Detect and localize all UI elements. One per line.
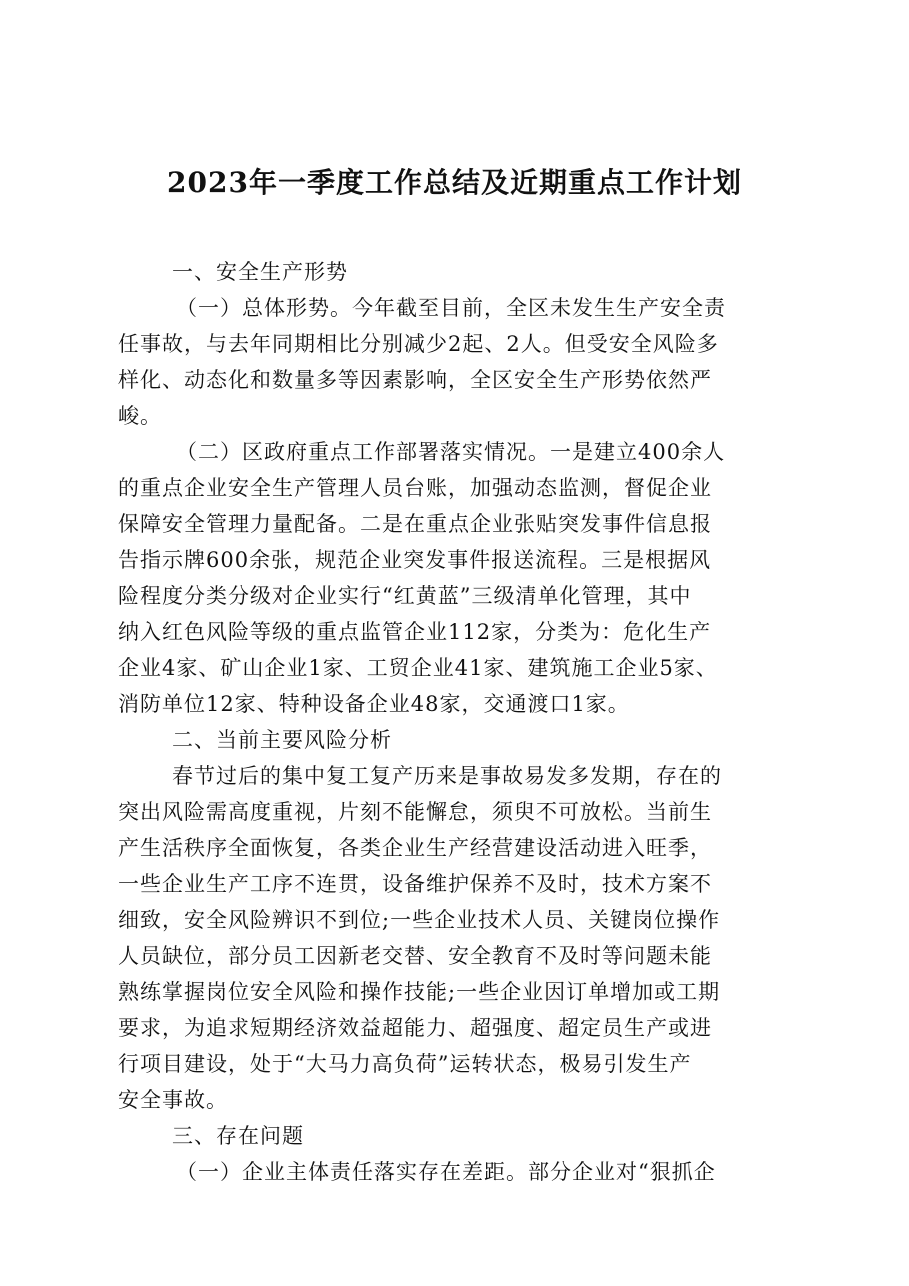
document-body	[118, 254, 808, 1190]
paragraph-line: 春节过后的集中复工复产历来是事故易发多发期，存在的	[172, 764, 722, 788]
paragraph-line: 要求，为追求短期经济效益超能力、超强度、超定员生产或进	[118, 1016, 712, 1040]
paragraph-line: 消防单位12家、特种设备企业48家，交通渡口1家。	[118, 692, 630, 716]
paragraph-line: （一）总体形势。今年截至目前，全区未发生生产安全责	[176, 296, 726, 320]
section-heading-1: 一、安全生产形势	[172, 260, 348, 284]
paragraph-line: 企业4家、矿山企业1家、工贸企业41家、建筑施工企业5家、	[118, 656, 718, 680]
paragraph-line: 安全事故。	[118, 1088, 228, 1112]
paragraph-line: 峻。	[118, 404, 162, 428]
paragraph-line: 行项目建设，处于“大马力高负荷”运转状态，极易引发生产	[118, 1052, 692, 1076]
paragraph-line: 任事故，与去年同期相比分别减少2起、2人。但受安全风险多	[118, 332, 719, 356]
paragraph-line: 人员缺位，部分员工因新老交替、安全教育不及时等问题未能	[118, 944, 712, 968]
paragraph-line: 突出风险需高度重视，片刻不能懈怠，须臾不可放松。当前生	[118, 800, 712, 824]
paragraph-line: 一些企业生产工序不连贯，设备维护保养不及时，技术方案不	[118, 872, 712, 896]
paragraph-line: （一）企业主体责任落实存在差距。部分企业对“狠抓企	[176, 1160, 716, 1184]
paragraph-line: 告指示牌600余张，规范企业突发事件报送流程。三是根据风	[118, 548, 712, 572]
section-heading-2: 二、当前主要风险分析	[172, 728, 392, 752]
paragraph-line: 保障安全管理力量配备。二是在重点企业张贴突发事件信息报	[118, 512, 712, 536]
paragraph-line: （二）区政府重点工作部署落实情况。一是建立400余人	[176, 440, 726, 464]
document-title: 2023年一季度工作总结及近期重点工作计划	[167, 166, 742, 199]
paragraph-line: 细致，安全风险辨识不到位;一些企业技术人员、关键岗位操作	[118, 908, 721, 932]
paragraph-line: 产生活秩序全面恢复，各类企业生产经营建设活动进入旺季，	[118, 836, 712, 860]
paragraph-line: 样化、动态化和数量多等因素影响，全区安全生产形势依然严	[118, 368, 712, 392]
paragraph-line: 熟练掌握岗位安全风险和操作技能;一些企业因订单增加或工期	[118, 980, 721, 1004]
paragraph-line: 纳入红色风险等级的重点监管企业112家，分类为：危化生产	[118, 620, 712, 644]
paragraph-line: 的重点企业安全生产管理人员台账，加强动态监测，督促企业	[118, 476, 712, 500]
section-heading-3: 三、存在问题	[172, 1124, 304, 1148]
paragraph-line: 险程度分类分级对企业实行“红黄蓝”三级清单化管理，其中	[118, 584, 692, 608]
